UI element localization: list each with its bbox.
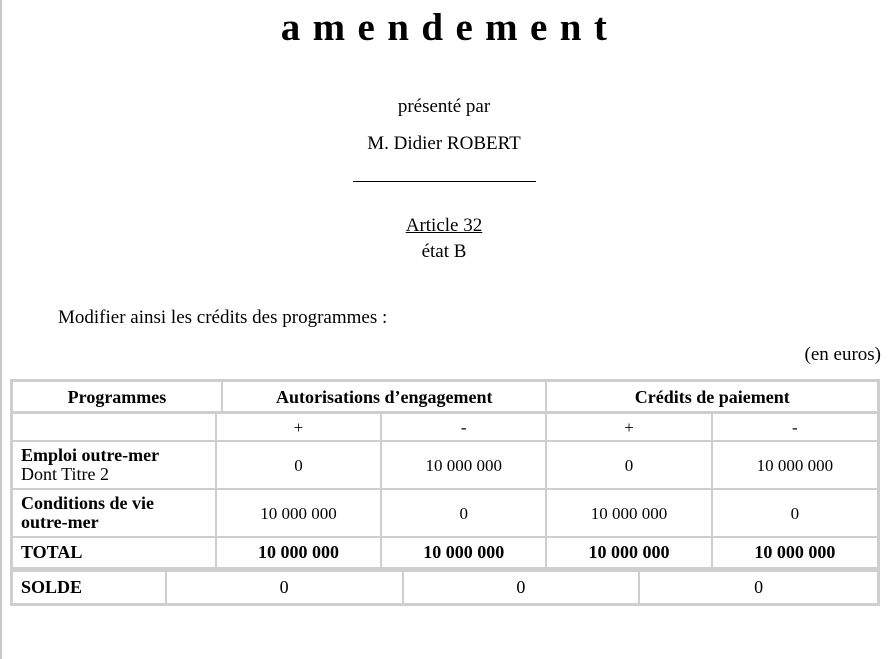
program-name-cell xyxy=(13,490,215,536)
table-row xyxy=(13,490,877,536)
cp-minus-sign: - xyxy=(713,414,877,440)
total-row xyxy=(13,538,877,567)
credits-table-solde xyxy=(10,569,880,606)
separator-line xyxy=(353,181,536,182)
header-autorisations-engagement: Autorisations d’engagement xyxy=(223,382,546,413)
cp-minus-value: 0 xyxy=(713,490,877,536)
ae-plus-sign: + xyxy=(217,414,380,440)
ae-minus-sign: - xyxy=(382,414,545,440)
program-name-cell xyxy=(13,442,215,488)
signs-row xyxy=(13,414,877,440)
signs-empty-cell xyxy=(13,414,215,440)
total-label: TOTAL xyxy=(13,538,215,567)
unit-label: (en euros) xyxy=(804,344,881,365)
etat-reference: état B xyxy=(421,241,467,262)
ae-minus-value: 0 xyxy=(382,490,545,536)
solde-value: 0 xyxy=(404,572,639,603)
author-name: M. Didier ROBERT xyxy=(367,133,521,154)
program-name-line2: outre-mer xyxy=(21,512,99,532)
ae-minus-value: 10 000 000 xyxy=(382,442,545,488)
header-row xyxy=(13,382,877,413)
cp-minus-value: 10 000 000 xyxy=(713,442,877,488)
program-subname: Dont Titre 2 xyxy=(21,464,110,484)
program-name: Emploi outre-mer xyxy=(21,445,160,465)
article-reference: Article 32 xyxy=(405,215,483,236)
solde-row xyxy=(13,572,877,603)
cp-plus-value: 10 000 000 xyxy=(547,490,710,536)
credits-table-body xyxy=(10,411,880,570)
total-cp-plus: 10 000 000 xyxy=(547,538,710,567)
ae-plus-value: 10 000 000 xyxy=(217,490,380,536)
ae-plus-value: 0 xyxy=(217,442,380,488)
solde-label: SOLDE xyxy=(13,572,165,603)
cp-plus-sign: + xyxy=(547,414,710,440)
total-cp-minus: 10 000 000 xyxy=(713,538,877,567)
program-name-line1: Conditions de vie xyxy=(21,493,155,513)
intro-text: Modifier ainsi les crédits des programmes : xyxy=(58,307,388,328)
solde-value: 0 xyxy=(167,572,402,603)
presented-by-label: présenté par xyxy=(397,96,491,117)
table-row xyxy=(13,442,877,488)
document-title: amendement xyxy=(280,6,620,49)
header-credits-paiement: Crédits de paiement xyxy=(547,382,877,413)
total-ae-plus: 10 000 000 xyxy=(217,538,380,567)
solde-value: 0 xyxy=(640,572,877,603)
cp-plus-value: 0 xyxy=(547,442,710,488)
header-programmes: Programmes xyxy=(13,382,221,413)
total-ae-minus: 10 000 000 xyxy=(382,538,545,567)
